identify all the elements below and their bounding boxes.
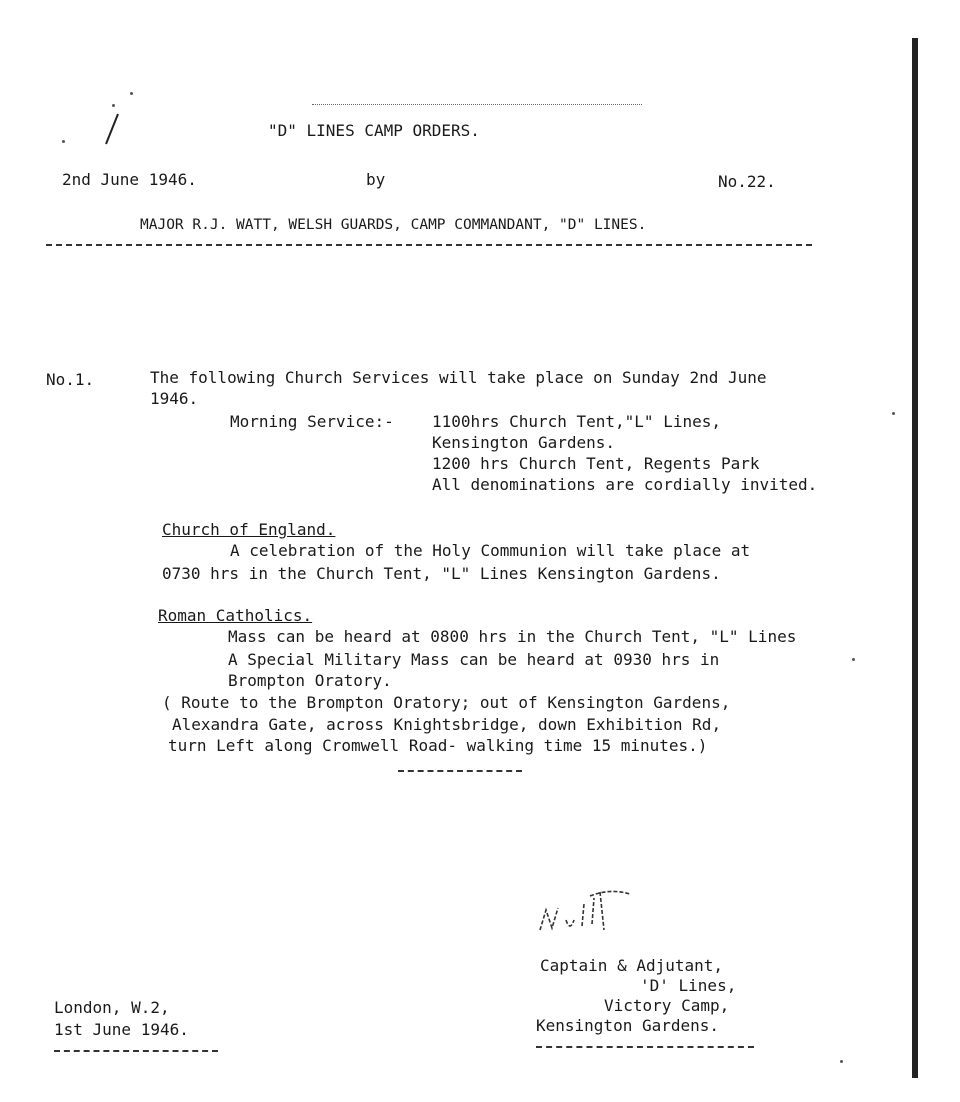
church-of-england-heading: Church of England. [162, 520, 336, 539]
morning-service-line-1: 1100hrs Church Tent,"L" Lines, [432, 412, 721, 431]
top-dotted-rule [312, 104, 642, 105]
pen-mark [100, 112, 124, 146]
morning-service-line-4: All denominations are cordially invited. [432, 475, 818, 494]
signature-title-line-1: Captain & Adjutant, [540, 956, 724, 975]
scan-speck [130, 92, 133, 95]
handwritten-signature [530, 880, 650, 950]
route-line-3: turn Left along Cromwell Road- walking time 15 minutes.) [168, 736, 708, 755]
roman-catholics-line-3: Brompton Oratory. [228, 671, 392, 690]
by-label: by [366, 170, 386, 189]
signature-rule [536, 1046, 754, 1048]
scan-speck [62, 140, 65, 143]
intro-line-2: 1946. [150, 389, 199, 408]
morning-service-line-3: 1200 hrs Church Tent, Regents Park [432, 454, 760, 473]
scan-speck [840, 1060, 843, 1063]
page-edge-shadow [912, 38, 918, 1078]
intro-line-1: The following Church Services will take place on Sunday 2nd June [150, 368, 767, 387]
morning-service-line-2: Kensington Gardens. [432, 433, 616, 452]
scan-speck [112, 104, 115, 107]
route-line-2: Alexandra Gate, across Knightsbridge, down Exhibition Rd, [172, 715, 722, 734]
church-of-england-line-1: A celebration of the Holy Communion will take place at [230, 541, 751, 560]
header-rule [46, 244, 812, 246]
roman-catholics-line-1: Mass can be heard at 0800 hrs in the Church Tent, "L" Lines [228, 627, 797, 646]
issue-date-rule [54, 1050, 218, 1052]
section-end-rule [398, 770, 522, 772]
roman-catholics-heading: Roman Catholics. [158, 606, 313, 625]
scan-speck [892, 412, 895, 415]
morning-service-label: Morning Service:- [230, 412, 394, 431]
issue-place: London, W.2, [54, 998, 170, 1017]
document-title: "D" LINES CAMP ORDERS. [268, 121, 480, 140]
route-line-1: ( Route to the Brompton Oratory; out of Kensington Gardens, [162, 693, 731, 712]
commandant-line: MAJOR R.J. WATT, WELSH GUARDS, CAMP COMMANDANT, "D" LINES. [140, 217, 647, 233]
signature-title-line-2: 'D' Lines, [640, 976, 737, 995]
roman-catholics-line-2: A Special Military Mass can be heard at 0930 hrs in [228, 650, 720, 669]
order-date: 2nd June 1946. [62, 170, 197, 189]
order-item-label: No.1. [46, 370, 95, 389]
scan-speck [852, 658, 855, 661]
church-of-england-line-2: 0730 hrs in the Church Tent, "L" Lines Kensington Gardens. [162, 564, 721, 583]
issue-date: 1st June 1946. [54, 1020, 189, 1039]
signature-title-line-4: Kensington Gardens. [536, 1016, 720, 1035]
order-number: No.22. [718, 172, 776, 191]
signature-title-line-3: Victory Camp, [604, 996, 730, 1015]
